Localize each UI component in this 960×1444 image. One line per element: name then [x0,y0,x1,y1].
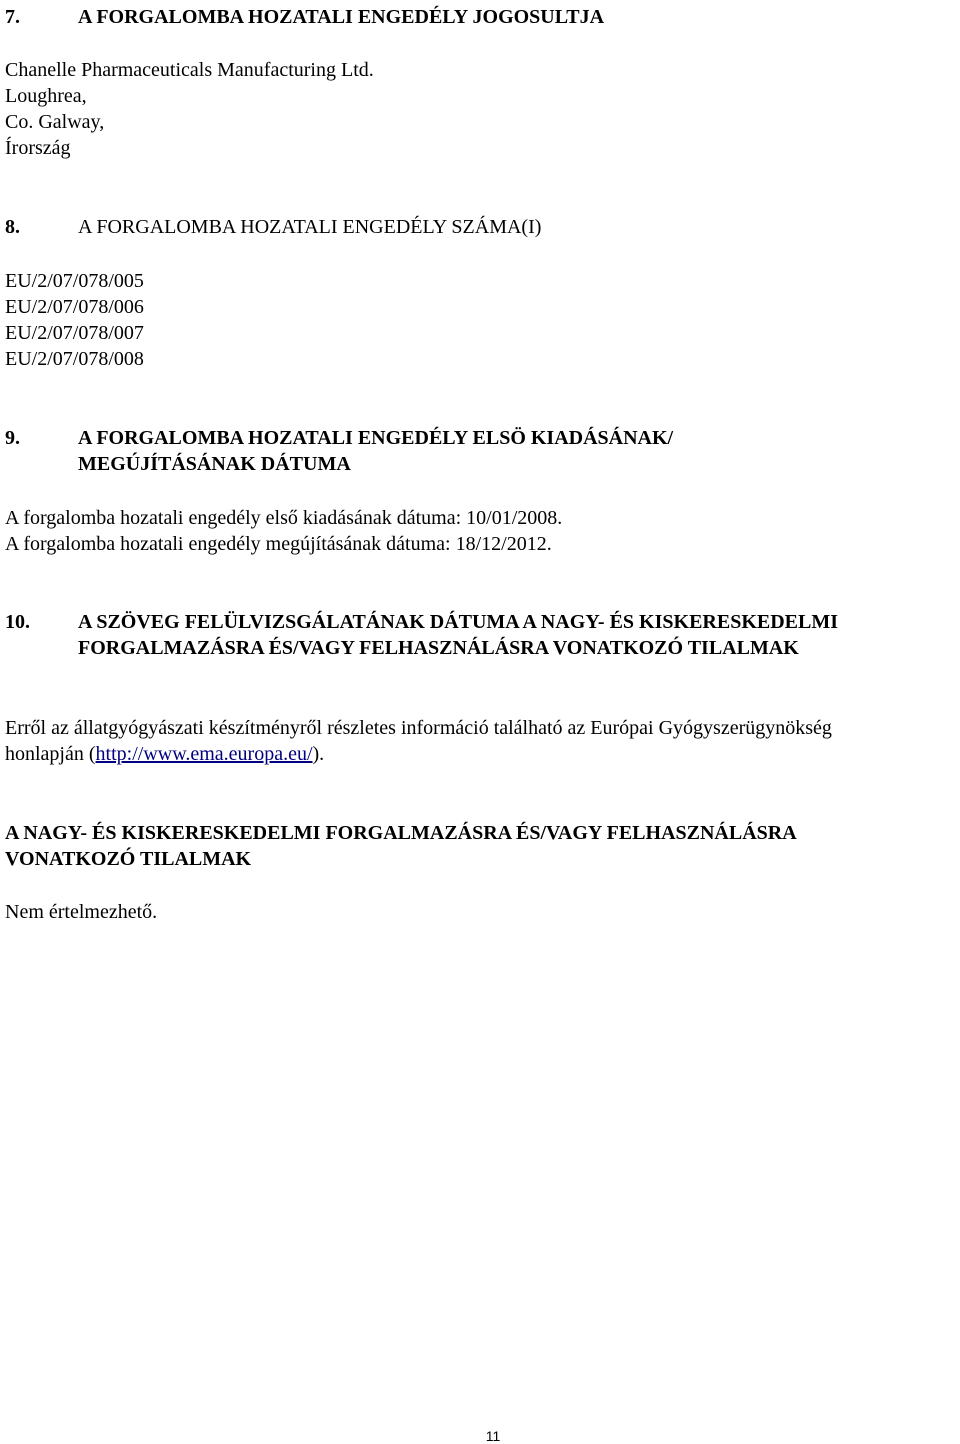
prohibition-heading-line-1: A NAGY- ÉS KISKERESKEDELMI FORGALMAZÁSRA ÉS/VAGY FELHASZNÁLÁSRA [5,822,797,844]
authorisation-number-2: EU/2/07/078/006 [5,296,144,318]
holder-name: Chanelle Pharmaceuticals Manufacturing Ltd. [5,59,374,81]
prohibition-text: Nem értelmezhető. [5,901,158,923]
section-9-heading [5,425,673,477]
product-info-suffix: ). [312,743,325,765]
section-10-title-line-1: A SZÖVEG FELÜLVIZSGÁLATÁNAK DÁTUMA A NAGY- ÉS KISKERESKEDELMI [78,611,838,633]
section-10-title [78,609,838,661]
prohibition-heading-line-2: VONATKOZÓ TILALMAK [5,848,252,870]
section-9-title-line-1: A FORGALOMBA HOZATALI ENGEDÉLY ELSÖ KIADÁSÁNAK/ [78,427,674,449]
section-7-number: 7. [5,6,20,28]
product-info-line-1: Erről az állatgyógyászati készítményről részletes információ található az Európai Gyógyszerügynökség [5,717,832,739]
holder-address-line-2: Co. Galway, [5,111,105,133]
authorisation-number-3: EU/2/07/078/007 [5,322,144,344]
section-8-heading [5,214,541,240]
holder-country: Írország [5,137,71,159]
section-9-title [78,425,673,477]
section-9-title-line-2: MEGÚJÍTÁSÁNAK DÁTUMA [78,453,351,475]
section-10-number: 10. [5,611,30,633]
section-10-title-line-2: FORGALMAZÁSRA ÉS/VAGY FELHASZNÁLÁSRA VONATKOZÓ TILALMAK [78,637,799,659]
section-9-number: 9. [5,427,20,449]
section-8-number: 8. [5,216,20,238]
authorisation-number-1: EU/2/07/078/005 [5,270,144,292]
ema-website-link[interactable]: http://www.ema.europa.eu/ [95,743,313,765]
holder-address-line-1: Loughrea, [5,85,87,107]
product-info-prefix: honlapján ( [5,743,96,765]
section-10-heading [5,609,838,661]
product-info-line-2 [5,741,324,767]
first-authorisation-date: A forgalomba hozatali engedély első kiadásának dátuma: 10/01/2008. [5,507,563,529]
authorisation-number-4: EU/2/07/078/008 [5,348,144,370]
renewal-date: A forgalomba hozatali engedély megújításának dátuma: 18/12/2012. [5,533,552,555]
section-8-title: A FORGALOMBA HOZATALI ENGEDÉLY SZÁMA(I) [78,216,542,238]
section-7-heading [5,4,604,30]
page-number: 11 [485,1428,501,1444]
section-7-title: A FORGALOMBA HOZATALI ENGEDÉLY JOGOSULTJA [78,6,605,28]
